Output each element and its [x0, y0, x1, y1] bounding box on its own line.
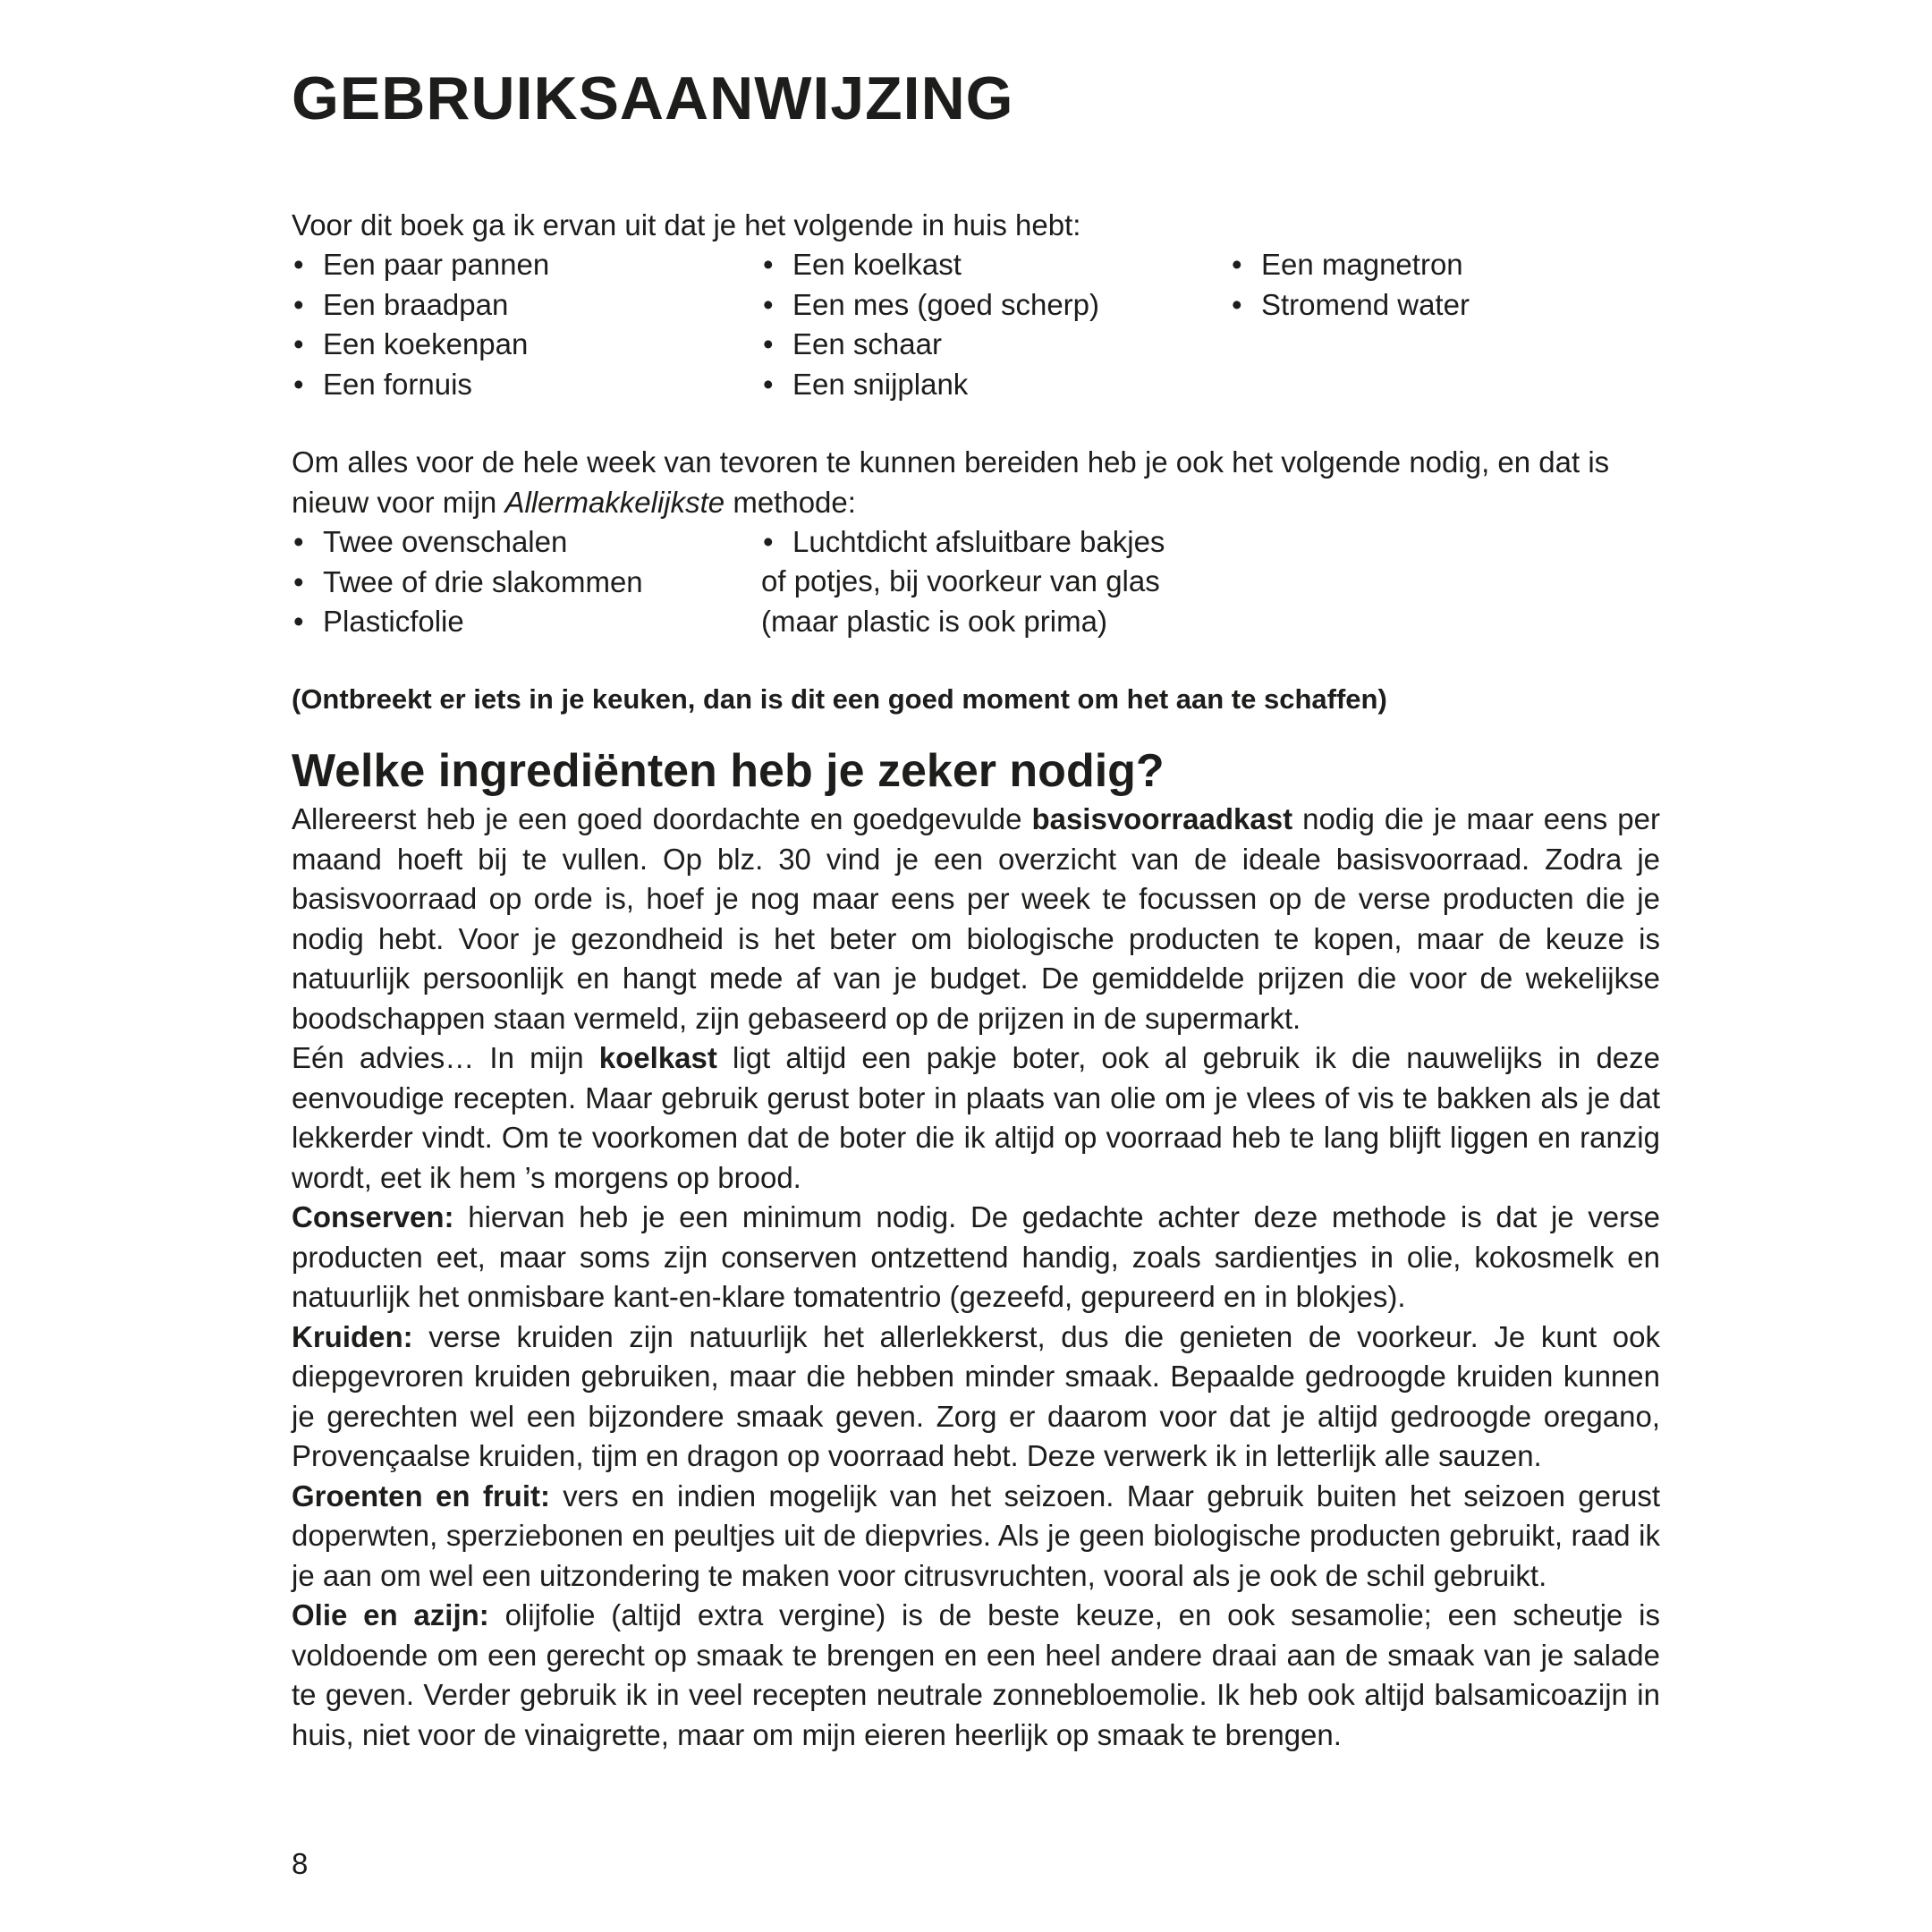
list-item: • Twee ovenschalen [292, 522, 643, 563]
intro2-text-end: methode: [724, 485, 856, 519]
intro-text-2 [292, 443, 1660, 522]
continuation-line: (maar plastic is ook prima) [761, 604, 1107, 638]
text: olijfolie (altijd extra vergine) is de beste keuze, en ook sesamolie; een scheutje is voldoende om een gerecht op smaak te brengen en een heel andere draai aan de smaak van je salade te geven. Verder gebruik ik in veel recepten neutrale zonnebloemolie. Ik heb ook altijd balsamicoazijn in huis, niet voor de vinaigrette, maar om mijn eieren heerlijk op smaak te brengen. [292, 1598, 1660, 1751]
note: (Ontbreekt er iets in je keuken, dan is dit een goed moment om het aan te schaffen) [292, 683, 1387, 715]
list-item: • Een paar pannen [292, 245, 549, 285]
paragraph [292, 1477, 1660, 1597]
equipment-column-1 [292, 245, 549, 404]
text: hiervan heb je een minimum nodig. De gedachte achter deze methode is dat je verse producten eet, maar soms zijn conserven ontzettend handig, zoals sardientjes in olie, kokosmelk en natuurlijk het onmisbare kant-en-klare tomatentrio (gezeefd, gepureerd en in blokjes). [292, 1200, 1660, 1313]
extras-column-2 [761, 522, 1165, 563]
bold-term: koelkast [598, 1041, 717, 1074]
text: ligt altijd een pakje boter, ook al gebruik ik die nauwelijks in deze eenvoudige recepten. Maar gebruik gerust boter in plaats van olie om je vlees of vis te bakken als je dat lekkerder vindt. Om te voorkomen dat de boter die ik altijd op voorraad heb te lang blijft liggen en ranzig wordt, eet ik hem ’s morgens op brood. [292, 1041, 1660, 1194]
text: Allereerst heb je een goed doordachte en goedgevulde [292, 802, 1032, 835]
list-item: • Een koekenpan [292, 325, 549, 365]
text: verse kruiden zijn natuurlijk het allerlekkerst, dus die genieten de voorkeur. Je kunt ook diepgevroren kruiden gebruiken, maar die hebben minder smaak. Bepaalde gedroogde kruiden kunnen je gerechten wel een bijzondere smaak geven. Zorg er daarom voor dat je altijd gedroogde oregano, Provençaalse kruiden, tijm en dragon op voorraad hebt. Deze verwerk ik in letterlijk alle sauzen. [292, 1319, 1660, 1472]
bold-term: Kruiden: [292, 1319, 413, 1353]
paragraph [292, 1596, 1660, 1755]
equipment-column-3 [1230, 245, 1470, 325]
method-name: Allermakkelijkste [504, 485, 725, 519]
list-item: • Een snijplank [761, 365, 1099, 405]
text: Eén advies… In mijn [292, 1041, 599, 1074]
equipment-column-2 [761, 245, 1099, 404]
list-item: • Een schaar [761, 325, 1099, 365]
page-number: 8 [292, 1847, 309, 1880]
text: nodig die je maar eens per maand hoeft bij te vullen. Op blz. 30 vind je een overzicht van de ideale basisvoorraad. Zodra je basisvoorraad op orde is, hoef je nog maar eens per week te focussen op de verse producten die je nodig hebt. Voor je gezondheid is het beter om biologische producten te kopen, maar de keuze is natuurlijk persoonlijk en hangt mede af van je budget. De gemiddelde prijzen die voor de wekelijkse boodschappen staan vermeld, zijn gebaseerd op de prijzen in de supermarkt. [292, 802, 1660, 1035]
paragraph [292, 800, 1660, 1038]
bold-term: Olie en azijn: [292, 1598, 489, 1631]
extras-column-1 [292, 522, 643, 642]
list-item: • Een braadpan [292, 285, 549, 326]
intro-text: Voor dit boek ga ik ervan uit dat je het volgende in huis hebt: [292, 208, 1081, 242]
bold-term: basisvoorraadkast [1031, 802, 1293, 835]
bold-term: Conserven: [292, 1200, 454, 1233]
list-item: • Stromend water [1230, 285, 1470, 326]
list-item: • Plasticfolie [292, 602, 643, 642]
paragraph [292, 1318, 1660, 1477]
list-item: • Luchtdicht afsluitbare bakjes [761, 522, 1165, 563]
list-item: • Twee of drie slakommen [292, 563, 643, 603]
paragraph [292, 1198, 1660, 1318]
page-title: GEBRUIKSAANWIJZING [292, 64, 1014, 132]
text: vers en indien mogelijk van het seizoen. Maar gebruik buiten het seizoen gerust doperwten, sperziebonen en peultjes uit de diepvries. Als je geen biologische producten gebruikt, raad ik je aan om wel een uitzondering te maken voor citrusvruchten, vooral als je ook de schil gebruikt. [292, 1479, 1661, 1592]
paragraph [292, 1038, 1660, 1198]
bold-term: Groenten en fruit: [292, 1479, 550, 1513]
body-text [292, 800, 1660, 1755]
list-item: • Een magnetron [1230, 245, 1470, 285]
continuation-line: of potjes, bij voorkeur van glas [761, 564, 1160, 597]
list-item: • Een fornuis [292, 365, 549, 405]
section-heading: Welke ingrediënten heb je zeker nodig? [292, 745, 1165, 797]
list-item-continuation [761, 562, 1160, 641]
intro2-text: Om alles voor de hele week van tevoren te kunnen bereiden heb je ook het volgende nodig, en dat is nieuw voor mijn [292, 445, 1610, 519]
list-item: • Een mes (goed scherp) [761, 285, 1099, 326]
list-item: • Een koelkast [761, 245, 1099, 285]
